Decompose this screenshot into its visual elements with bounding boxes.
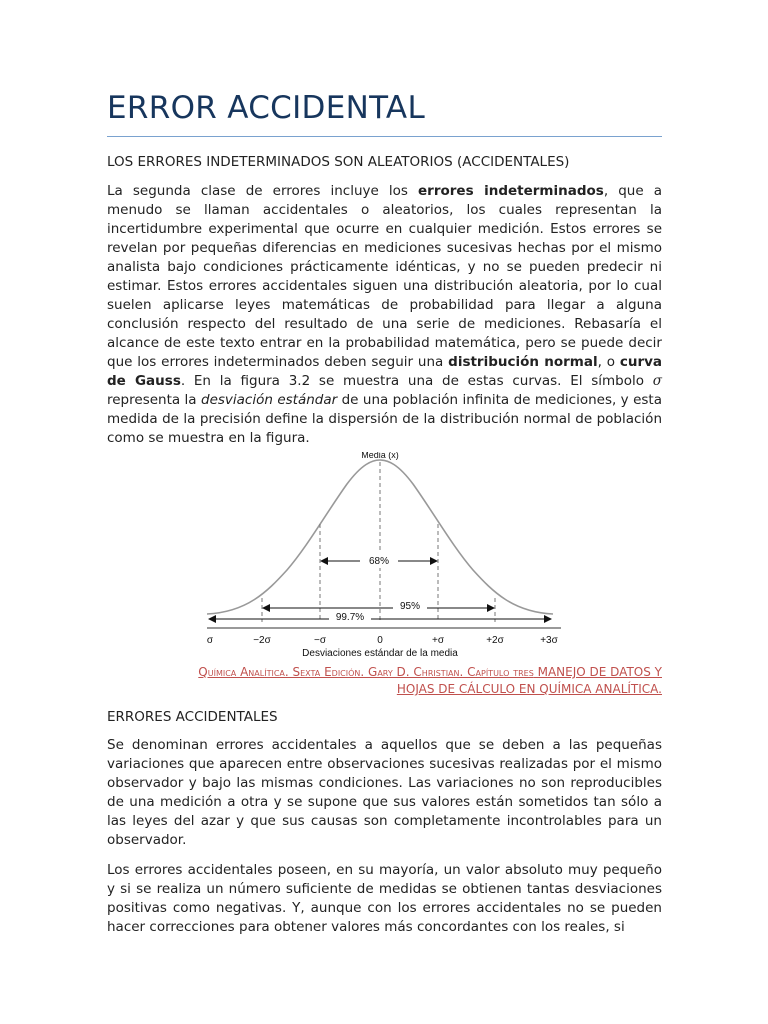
tick-zero: 0 bbox=[377, 635, 383, 646]
title-divider bbox=[107, 136, 662, 137]
document-page bbox=[107, 88, 662, 937]
caption-source: Química Analítica. Sexta Edición. Gary D. Christian. Capítulo tres bbox=[198, 665, 534, 679]
para1-text-5: representa la bbox=[107, 392, 201, 408]
paragraph-properties: Los errores accidentales poseen, en su mayoría, un valor absoluto muy pequeño y si se realiza un número suficiente de medidas se obtienen tantas desviaciones positivas como negativas. Y, aunque con los errores accidentales no se pueden hacer correcciones para obtener valores más concordantes con los reales, si bbox=[107, 862, 662, 935]
figure-caption-link[interactable] bbox=[107, 664, 662, 698]
tick-minus1sigma: −σ bbox=[313, 635, 327, 646]
para1-text-3: , o bbox=[597, 354, 620, 370]
figure-xlabel: Desviaciones estándar de la media bbox=[302, 648, 458, 658]
sigma-symbol: σ bbox=[652, 373, 662, 389]
tick-minus3sigma: σ bbox=[207, 635, 214, 646]
para1-text-4: . En la figura 3.2 se muestra una de estas curvas. El símbolo bbox=[180, 373, 653, 389]
para1-italic-desviacion: desviación estándar bbox=[201, 392, 338, 408]
tick-plus3sigma: +3σ bbox=[540, 635, 558, 646]
figure-top-label: Media (x) bbox=[361, 452, 399, 460]
section-heading-accidentales: ERRORES ACCIDENTALES bbox=[107, 709, 278, 725]
label-95: 95% bbox=[399, 601, 421, 612]
para1-text-6: de una población infinita de mediciones, y esta medida de la precisión define la dispersión de la distribución normal de población como se muestra en la figura. bbox=[107, 392, 662, 446]
page-title: ERROR ACCIDENTAL bbox=[107, 90, 426, 126]
para1-bold-distribucion: distribución normal bbox=[448, 354, 598, 370]
paragraph-intro bbox=[107, 182, 662, 448]
label-997: 99.7% bbox=[335, 612, 365, 623]
tick-minus2sigma: −2σ bbox=[253, 635, 271, 646]
para1-bold-gauss: curva de Gauss bbox=[107, 354, 663, 389]
tick-plus1sigma: +σ bbox=[431, 635, 445, 646]
caption-line-1 bbox=[107, 664, 662, 681]
label-68: 68% bbox=[368, 556, 390, 567]
caption-line1-rest: MANEJO DE DATOS Y bbox=[533, 665, 662, 679]
paragraph-definition: Se denominan errores accidentales a aquellos que se deben a las pequeñas variaciones que aparecen entre observaciones sucesivas realizadas por el mismo observador y bajo las mismas condiciones. Las variaciones no son reproducibles de una medición a otra y se supone que sus valores están sometidos tan sólo a las leyes del azar y que sus causas son completamente incontrolables para un observador. bbox=[107, 737, 662, 848]
gauss-curve-svg bbox=[207, 452, 561, 658]
caption-line-2: HOJAS DE CÁLCULO EN QUÍMICA ANALÍTICA. bbox=[396, 682, 662, 696]
para1-bold-errores: errores indeterminados bbox=[418, 183, 604, 199]
para1-text-2: , que a menudo se llaman accidentales o aleatorios, los cuales representan la incertidumbre experimental que ocurre en cualquier medición. Estos errores se revelan por pequeñas diferencias en mediciones sucesivas hechas por el mismo analista bajo condiciones prácticamente idénticas, y no se pueden predecir ni estimar. Estos errores accidentales siguen una distribución aleatoria, por lo cual suelen aplicarse leyes matemáticas de probabilidad para llegar a alguna conclusión respecto del resultado de una serie de mediciones. Rebasaría el alcance de este texto entrar en la probabilidad matemática, pero se puede decir que los errores indeterminados deben seguir una bbox=[107, 183, 662, 370]
gauss-curve-figure bbox=[207, 452, 561, 658]
section-heading-indeterminados: LOS ERRORES INDETERMINADOS SON ALEATORIOS (ACCIDENTALES) bbox=[107, 154, 570, 170]
para1-text-1: La segunda clase de errores incluye los bbox=[107, 183, 419, 199]
tick-plus2sigma: +2σ bbox=[486, 635, 504, 646]
